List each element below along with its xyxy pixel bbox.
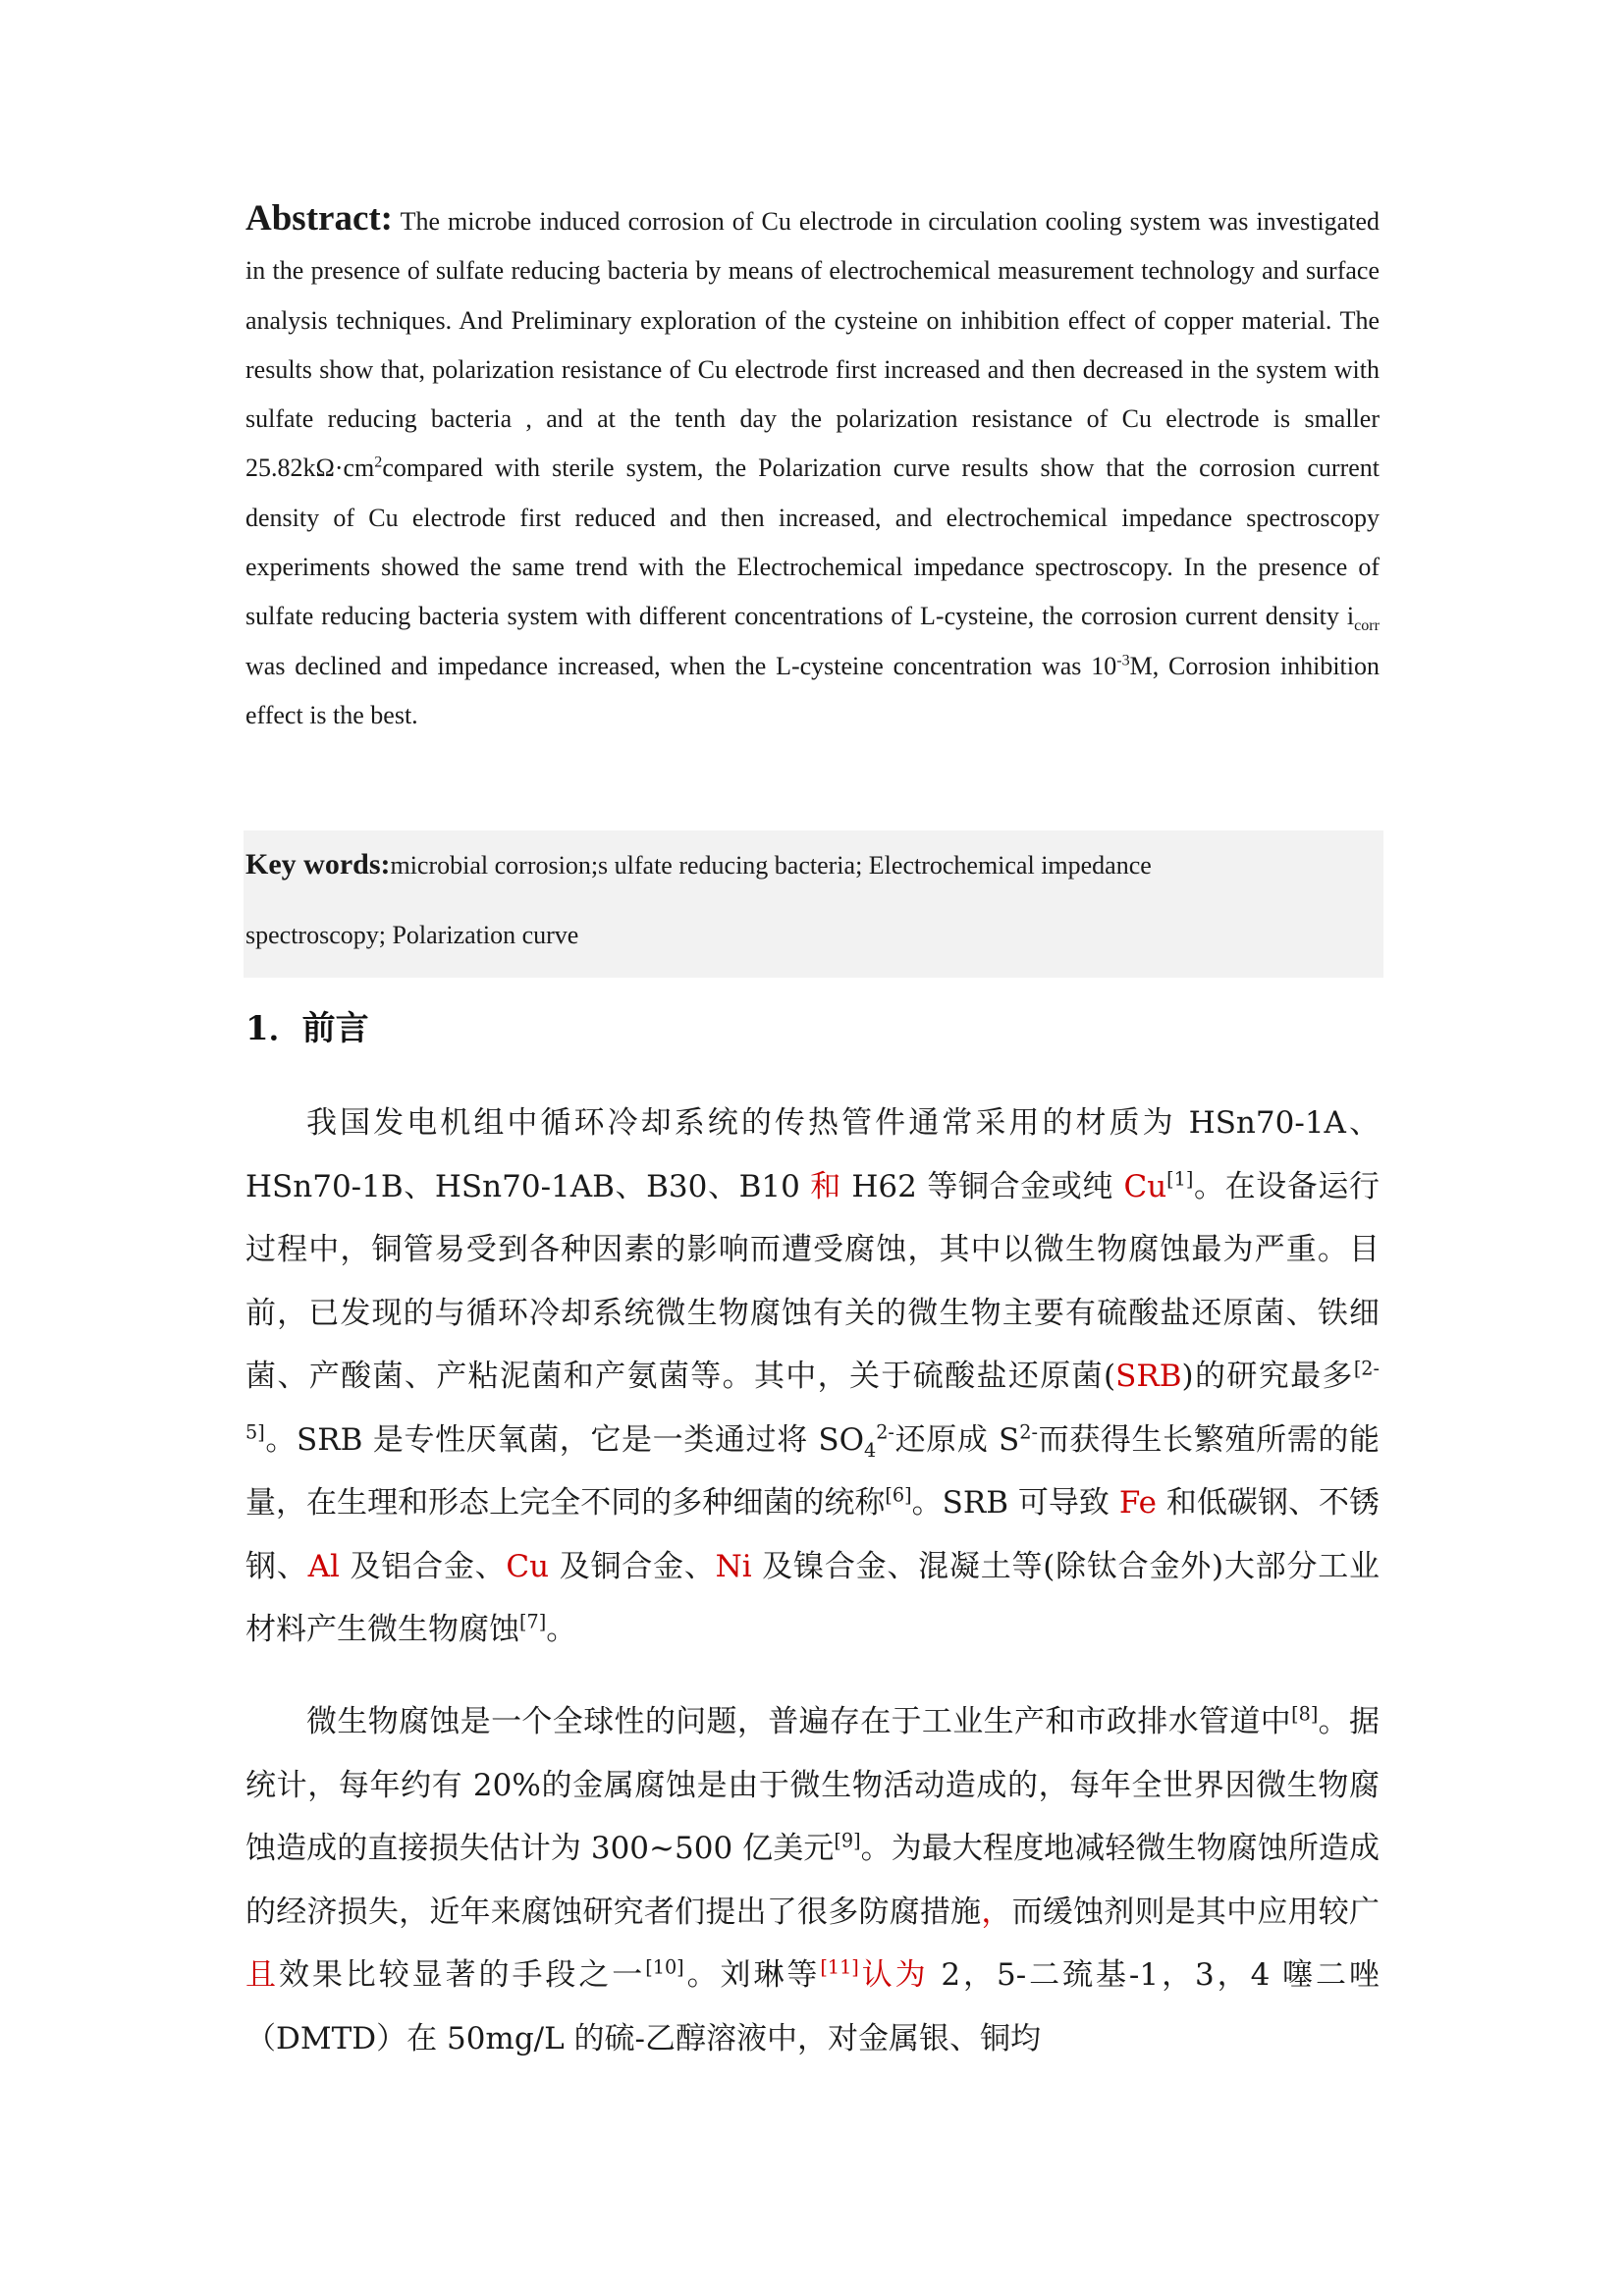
keywords-line: spectroscopy; Polarization curve (245, 921, 579, 949)
text: 和低碳钢、不锈钢、 (245, 1485, 1380, 1584)
highlight-text: Al (307, 1548, 340, 1584)
citation: [7] (519, 1610, 547, 1633)
text: 。在设备运行过程中，铜管易受到各种因素的影响而遭受腐蚀，其中以微生物腐蚀最为严重。目前，已发现的与循环冷却系统微生物腐蚀有关的微生物主要有硫酸盐还原菌、铁细菌、产酸菌、产粘泥菌和产氨菌等。其中，关于硫酸盐还原菌( (245, 1168, 1380, 1394)
citation: [11] (820, 1955, 859, 1979)
highlight-text: 和 (810, 1168, 841, 1204)
text: 。刘琳等 (683, 1957, 821, 1993)
highlight-text: Ni (715, 1548, 752, 1584)
abstract-text: compared with sterile system, the Polarization curve results show that the corrosion current density of Cu electrode first reduced and then increased, and electrochemical impedance spectroscopy experiments showed the same trend with the Electrochemical impedance spectroscopy. In the presence of sulfate reducing bacteria system with different concentrations of L-cysteine, the corrosion current density i (245, 454, 1380, 631)
text: 及铜合金、 (549, 1548, 716, 1584)
abstract-text: The microbe induced corrosion of Cu electrode in circulation cooling system was investigated in the presence of sulfate reducing bacteria by means of electrochemical measurement technology and surface analysis techniques. And Preliminary exploration of the cysteine on inhibition effect of copper material. The results show that, polarization resistance of Cu electrode first increased and then decreased in the system with sulfate reducing bacteria , and at the tenth day the polarization resistance of Cu electrode is smaller 25.82kΩ·cm (245, 207, 1380, 483)
text: 。SRB 是专性厌氧菌，它是一类通过将 SO (264, 1421, 864, 1458)
text: 微生物腐蚀是一个全球性的问题，普遍存在于工业生产和市政排水管道中 (306, 1704, 1292, 1739)
text: 2，5-二巯基-1，3，4 噻二唑（DMTD）在 50mg/L 的硫-乙醇溶液中，对金属银、铜均 (245, 1957, 1380, 2056)
citation: [10] (645, 1955, 684, 1979)
text: 我国发电机组中循环冷却系统的传热管件通常采用的材质为 HSn70-1A、HSn70-1B、HSn70-1AB、B30、B10 (245, 1105, 1380, 1204)
abstract-text: M, Corrosion inhibition effect is the best. (245, 651, 1380, 729)
text: 及镍合金、混凝土等(除钛合金外)大部分工业材料产生微生物腐蚀 (245, 1548, 1380, 1647)
superscript: 2- (876, 1420, 894, 1444)
text: 效果比较显著的手段之一 (278, 1957, 646, 1993)
subscript: 4 (863, 1438, 877, 1462)
citation: [1] (1166, 1167, 1194, 1191)
section-heading: 1．前言 (245, 1009, 369, 1048)
text: 而获得生长繁殖所需的能量，在生理和形态上完全不同的多种细菌的统称 (245, 1421, 1380, 1521)
highlight-text: 认为 (858, 1957, 929, 1993)
highlight-text: ， (981, 1894, 1012, 1930)
citation: [9] (834, 1829, 861, 1852)
text: 及铝合金、 (339, 1548, 507, 1584)
keywords-box (244, 830, 1383, 978)
highlight-text: SRB (1115, 1359, 1182, 1394)
text: H62 等铜合金或纯 (840, 1168, 1124, 1204)
highlight-text: 且 (245, 1957, 279, 1993)
text: 还原成 S (893, 1421, 1020, 1458)
text: )的研究最多 (1181, 1359, 1354, 1394)
subscript: corr (1354, 617, 1380, 635)
text: 。 (546, 1612, 577, 1647)
highlight-text: Cu (506, 1548, 550, 1584)
abstract-text: was declined and impedance increased, when the L-cysteine concentration was 10 (245, 651, 1117, 680)
text: 。为最大程度地减轻微生物腐蚀所造成的经济损失，近年来腐蚀研究者们提出了很多防腐措施 (245, 1831, 1380, 1930)
highlight-text: Cu (1123, 1168, 1167, 1204)
highlight-text: Fe (1118, 1485, 1158, 1521)
text: 。据统计，每年约有 20%的金属腐蚀是由于微生物活动造成的，每年全世界因微生物腐蚀造成的直接损失估计为 300~500 亿美元 (245, 1704, 1380, 1866)
text: 而缓蚀剂则是其中应用较广 (1011, 1894, 1380, 1930)
abstract-title: Abstract: (245, 198, 394, 239)
keywords-line (245, 848, 1152, 881)
superscript: 2- (1019, 1420, 1038, 1444)
citation: [2-5] (245, 1357, 1380, 1444)
citation: [6] (885, 1483, 912, 1507)
superscript: 2 (374, 454, 383, 471)
text: 。SRB 可导致 (911, 1485, 1119, 1521)
superscript: -3 (1116, 652, 1130, 669)
body-paragraph (245, 1092, 1380, 1662)
keywords-text: microbial corrosion;s ulfate reducing bacteria; Electrochemical impedance (390, 851, 1152, 880)
citation: [8] (1291, 1702, 1319, 1726)
keywords-label: Key words: (245, 848, 391, 881)
abstract-paragraph (245, 194, 1380, 740)
body-paragraph (245, 1690, 1380, 2070)
